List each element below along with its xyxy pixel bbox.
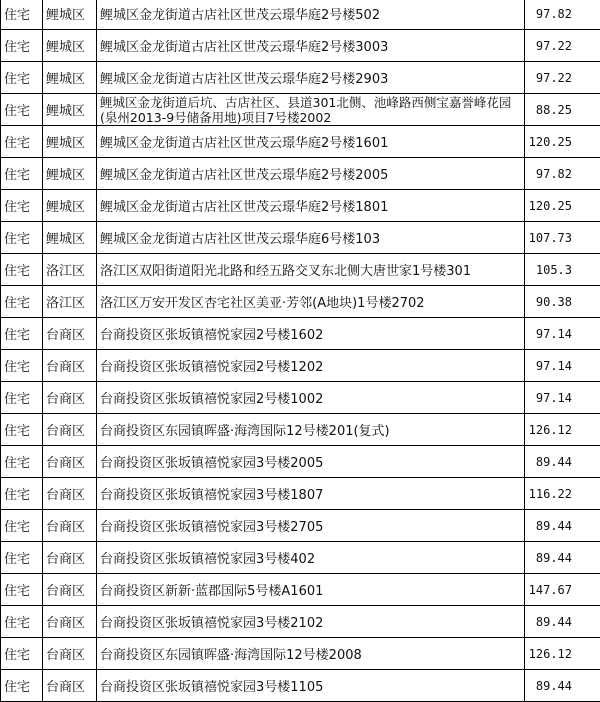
cell-district: 鲤城区 bbox=[43, 158, 97, 190]
cell-type: 住宅 bbox=[1, 478, 43, 510]
cell-address: 鲤城区金龙街道古店社区世茂云璟华庭6号楼103 bbox=[97, 222, 525, 254]
cell-area: 147.67 bbox=[525, 574, 600, 606]
cell-district: 鲤城区 bbox=[43, 30, 97, 62]
cell-address: 洛江区双阳街道阳光北路和经五路交叉东北侧大唐世家1号楼301 bbox=[97, 254, 525, 286]
cell-area: 89.44 bbox=[525, 446, 600, 478]
cell-address: 鲤城区金龙街道古店社区世茂云璟华庭2号楼502 bbox=[97, 0, 525, 30]
cell-type: 住宅 bbox=[1, 638, 43, 670]
cell-area: 126.12 bbox=[525, 638, 600, 670]
table-row bbox=[1, 542, 600, 574]
cell-type: 住宅 bbox=[1, 254, 43, 286]
cell-district: 台商区 bbox=[43, 414, 97, 446]
cell-area: 90.38 bbox=[525, 286, 600, 318]
cell-area: 105.3 bbox=[525, 254, 600, 286]
cell-type: 住宅 bbox=[1, 126, 43, 158]
cell-type: 住宅 bbox=[1, 0, 43, 30]
cell-type: 住宅 bbox=[1, 670, 43, 702]
table-row bbox=[1, 0, 600, 30]
cell-area: 120.25 bbox=[525, 190, 600, 222]
cell-district: 台商区 bbox=[43, 574, 97, 606]
cell-type: 住宅 bbox=[1, 606, 43, 638]
table-row bbox=[1, 350, 600, 382]
cell-area: 97.82 bbox=[525, 0, 600, 30]
table-row bbox=[1, 126, 600, 158]
cell-address: 洛江区万安开发区杏宅社区美亚·芳邻(A地块)1号楼2702 bbox=[97, 286, 525, 318]
cell-district: 鲤城区 bbox=[43, 222, 97, 254]
cell-area: 89.44 bbox=[525, 670, 600, 702]
cell-address: 鲤城区金龙街道古店社区世茂云璟华庭2号楼2005 bbox=[97, 158, 525, 190]
cell-type: 住宅 bbox=[1, 222, 43, 254]
cell-district: 鲤城区 bbox=[43, 0, 97, 30]
table-row bbox=[1, 670, 600, 702]
cell-type: 住宅 bbox=[1, 542, 43, 574]
cell-type: 住宅 bbox=[1, 414, 43, 446]
cell-type: 住宅 bbox=[1, 30, 43, 62]
cell-address: 台商投资区东园镇晖盛·海湾国际12号楼201(复式) bbox=[97, 414, 525, 446]
table-row bbox=[1, 286, 600, 318]
table-row bbox=[1, 478, 600, 510]
cell-area: 88.25 bbox=[525, 94, 600, 126]
cell-area: 116.22 bbox=[525, 478, 600, 510]
cell-address: 台商投资区新新·蓝郡国际5号楼A1601 bbox=[97, 574, 525, 606]
table-row bbox=[1, 638, 600, 670]
cell-district: 洛江区 bbox=[43, 254, 97, 286]
cell-type: 住宅 bbox=[1, 350, 43, 382]
cell-address: 台商投资区张坂镇禧悦家园2号楼1602 bbox=[97, 318, 525, 350]
table-row bbox=[1, 382, 600, 414]
cell-address: 台商投资区张坂镇禧悦家园3号楼2705 bbox=[97, 510, 525, 542]
cell-address: 台商投资区张坂镇禧悦家园2号楼1202 bbox=[97, 350, 525, 382]
cell-type: 住宅 bbox=[1, 510, 43, 542]
cell-district: 鲤城区 bbox=[43, 126, 97, 158]
cell-area: 97.22 bbox=[525, 30, 600, 62]
cell-district: 台商区 bbox=[43, 510, 97, 542]
table-row bbox=[1, 94, 600, 126]
table-row bbox=[1, 318, 600, 350]
table-row bbox=[1, 254, 600, 286]
cell-district: 台商区 bbox=[43, 382, 97, 414]
cell-area: 120.25 bbox=[525, 126, 600, 158]
cell-area: 97.22 bbox=[525, 62, 600, 94]
cell-area: 89.44 bbox=[525, 606, 600, 638]
cell-address: 台商投资区张坂镇禧悦家园3号楼1807 bbox=[97, 478, 525, 510]
cell-type: 住宅 bbox=[1, 318, 43, 350]
cell-area: 107.73 bbox=[525, 222, 600, 254]
cell-type: 住宅 bbox=[1, 286, 43, 318]
cell-area: 97.82 bbox=[525, 158, 600, 190]
cell-district: 台商区 bbox=[43, 446, 97, 478]
cell-address: 台商投资区东园镇晖盛·海湾国际12号楼2008 bbox=[97, 638, 525, 670]
cell-district: 台商区 bbox=[43, 478, 97, 510]
table-row bbox=[1, 574, 600, 606]
cell-address: 鲤城区金龙街道古店社区世茂云璟华庭2号楼3003 bbox=[97, 30, 525, 62]
cell-address: 鲤城区金龙街道古店社区世茂云璟华庭2号楼1801 bbox=[97, 190, 525, 222]
table-row bbox=[1, 30, 600, 62]
cell-area: 89.44 bbox=[525, 510, 600, 542]
table-row bbox=[1, 62, 600, 94]
cell-district: 洛江区 bbox=[43, 286, 97, 318]
cell-address: 台商投资区张坂镇禧悦家园3号楼1105 bbox=[97, 670, 525, 702]
cell-area: 97.14 bbox=[525, 382, 600, 414]
cell-address: 鲤城区金龙街道古店社区世茂云璟华庭2号楼2903 bbox=[97, 62, 525, 94]
cell-district: 台商区 bbox=[43, 542, 97, 574]
cell-address: 鲤城区金龙街道古店社区世茂云璟华庭2号楼1601 bbox=[97, 126, 525, 158]
cell-area: 89.44 bbox=[525, 542, 600, 574]
cell-type: 住宅 bbox=[1, 190, 43, 222]
cell-area: 97.14 bbox=[525, 318, 600, 350]
cell-type: 住宅 bbox=[1, 574, 43, 606]
cell-address: 鲤城区金龙街道后坑、古店社区、县道301北侧、池峰路西侧宝嘉誉峰花园(泉州2013-9号储备用地)项目7号楼2002 bbox=[97, 94, 525, 126]
table-row bbox=[1, 606, 600, 638]
cell-type: 住宅 bbox=[1, 94, 43, 126]
cell-area: 126.12 bbox=[525, 414, 600, 446]
cell-district: 台商区 bbox=[43, 318, 97, 350]
cell-district: 台商区 bbox=[43, 670, 97, 702]
cell-district: 鲤城区 bbox=[43, 94, 97, 126]
cell-district: 台商区 bbox=[43, 350, 97, 382]
cell-address: 台商投资区张坂镇禧悦家园3号楼2005 bbox=[97, 446, 525, 478]
table-row bbox=[1, 510, 600, 542]
cell-type: 住宅 bbox=[1, 62, 43, 94]
cell-district: 台商区 bbox=[43, 638, 97, 670]
table-row bbox=[1, 158, 600, 190]
cell-type: 住宅 bbox=[1, 382, 43, 414]
cell-address: 台商投资区张坂镇禧悦家园3号楼2102 bbox=[97, 606, 525, 638]
table-row bbox=[1, 446, 600, 478]
table-body bbox=[1, 0, 600, 702]
cell-district: 鲤城区 bbox=[43, 190, 97, 222]
cell-type: 住宅 bbox=[1, 158, 43, 190]
cell-district: 鲤城区 bbox=[43, 62, 97, 94]
cell-address: 台商投资区张坂镇禧悦家园3号楼402 bbox=[97, 542, 525, 574]
table-row bbox=[1, 190, 600, 222]
cell-address: 台商投资区张坂镇禧悦家园2号楼1002 bbox=[97, 382, 525, 414]
table-row bbox=[1, 222, 600, 254]
cell-type: 住宅 bbox=[1, 446, 43, 478]
table-row bbox=[1, 414, 600, 446]
cell-district: 台商区 bbox=[43, 606, 97, 638]
cell-area: 97.14 bbox=[525, 350, 600, 382]
